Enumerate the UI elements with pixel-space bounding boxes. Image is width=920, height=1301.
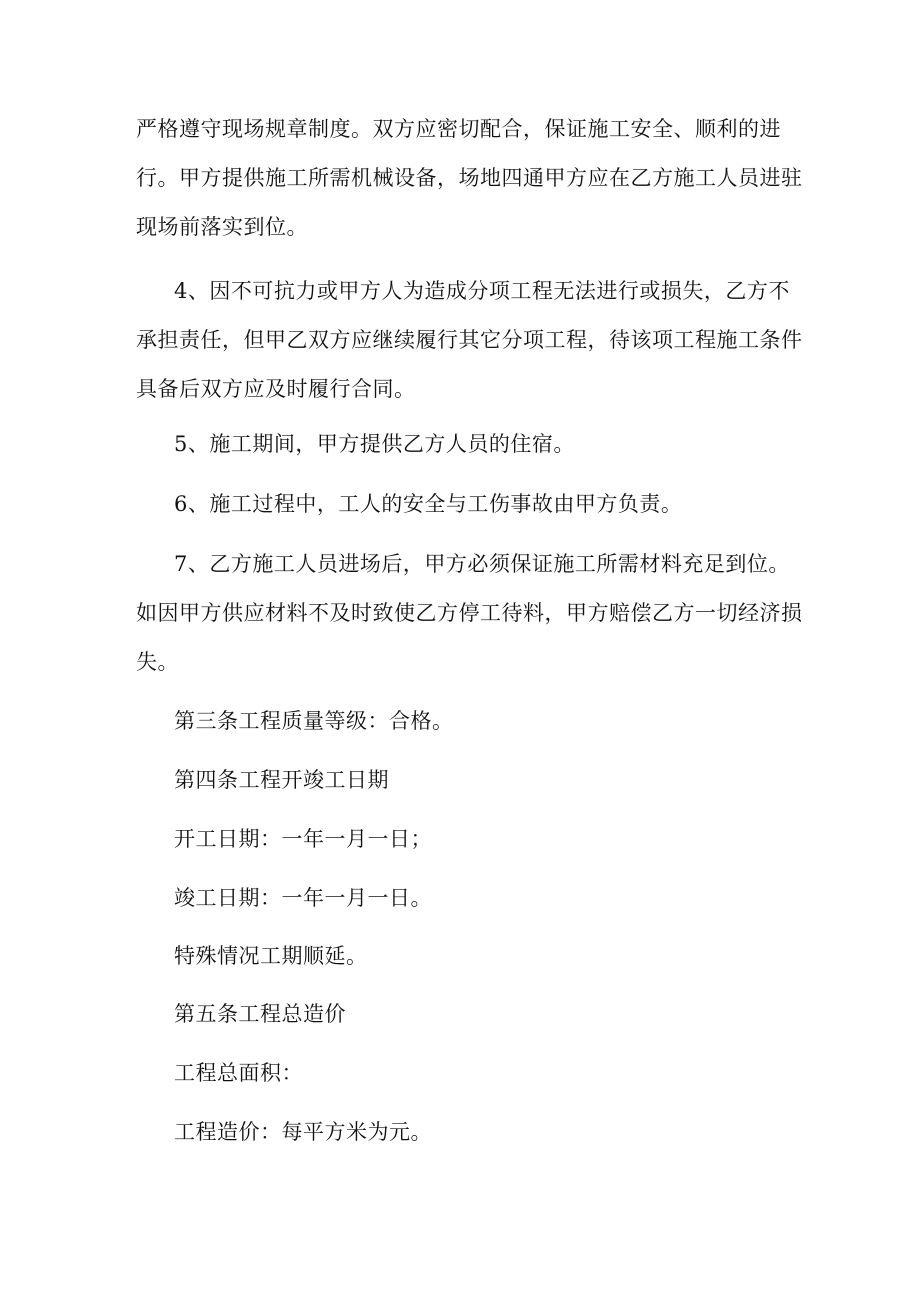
completion-date-line: 竣工日期：一年一月一日。 xyxy=(174,886,432,910)
start-date-line: 开工日期：一年一月一日； xyxy=(174,827,432,851)
paragraph-clause-5: 5、施工期间，甲方提供乙方人员的住宿。 xyxy=(174,432,575,456)
article-5-heading: 第五条工程总造价 xyxy=(174,1002,346,1026)
paragraph-clause-6: 6、施工过程中，工人的安全与工伤事故由甲方负责。 xyxy=(174,492,683,516)
extension-note: 特殊情况工期顺延。 xyxy=(174,944,368,968)
article-3-quality: 第三条工程质量等级：合格。 xyxy=(174,709,454,733)
unit-price-line: 工程造价：每平方米为元。 xyxy=(174,1120,432,1144)
paragraph-clause-4: 4、因不可抗力或甲方人为造成分项工程无法进行或损失，乙方不承担责任，但甲乙双方应继续履行其它分项工程，待该项工程施工条件具备后双方应及时履行合同。 xyxy=(136,279,803,401)
paragraph-site-rules: 严格遵守现场规章制度。双方应密切配合，保证施工安全、顺利的进行。甲方提供施工所需机械设备，场地四通甲方应在乙方施工人员进驻现场前落实到位。 xyxy=(136,117,803,239)
article-4-heading: 第四条工程开竣工日期 xyxy=(174,768,389,792)
paragraph-clause-7: 7、乙方施工人员进场后，甲方必须保证施工所需材料充足到位。如因甲方供应材料不及时致使乙方停工待料，甲方赔偿乙方一切经济损失。 xyxy=(136,552,803,674)
total-area-line: 工程总面积： xyxy=(174,1061,303,1085)
